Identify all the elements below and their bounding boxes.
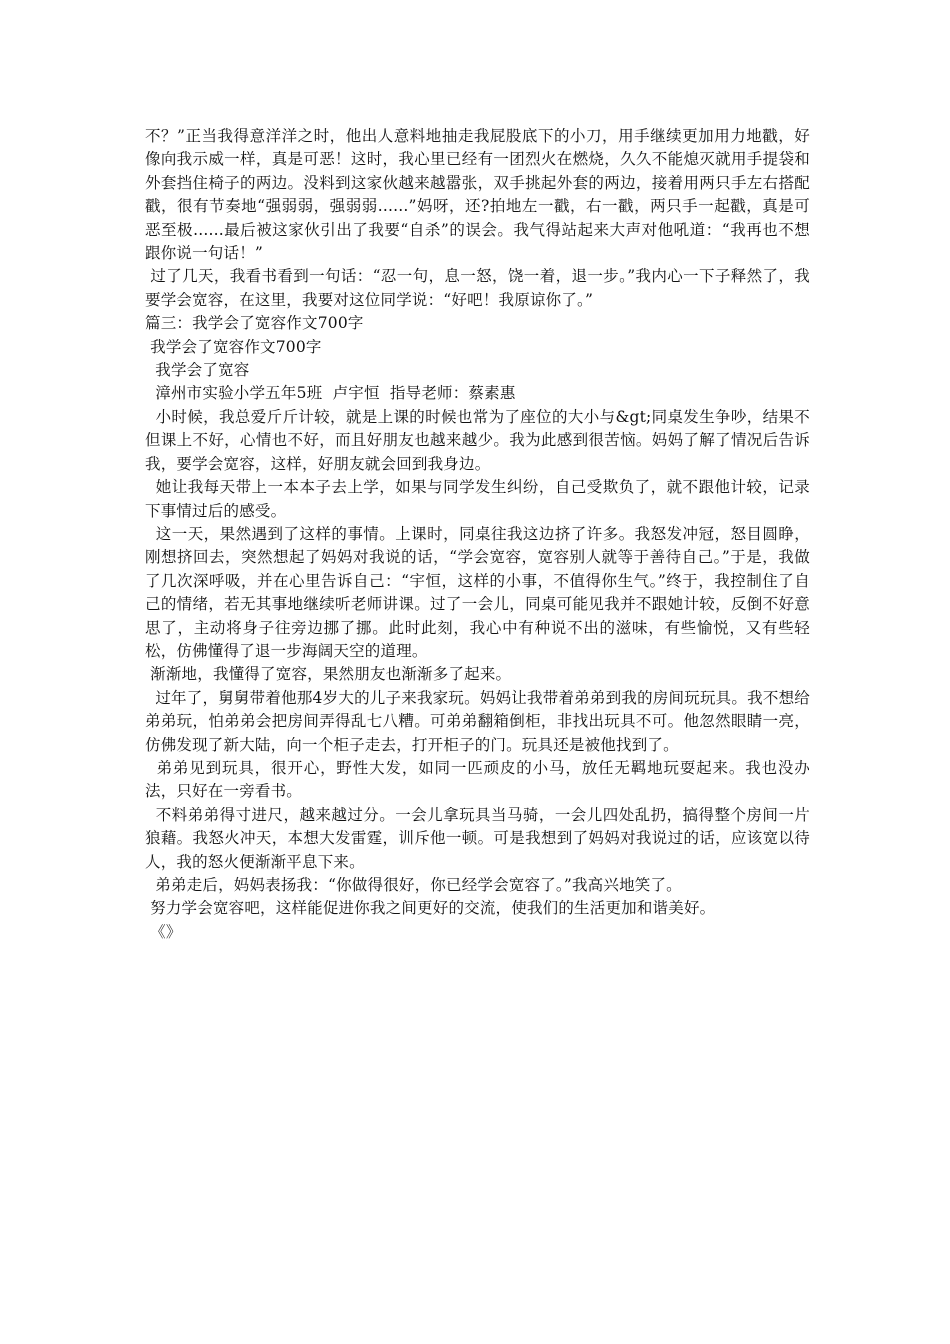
paragraph: 渐渐地，我懂得了宽容，果然朋友也渐渐多了起来。 xyxy=(145,665,512,684)
section-heading: 篇三：我学会了宽容作文700字 xyxy=(145,314,364,333)
author-line: 漳州市实验小学五年5班 卢宇恒 指导老师：蔡素惠 xyxy=(145,384,516,403)
essay-title: 我学会了宽容作文700字 xyxy=(145,337,322,356)
paragraph: 这一天，果然遇到了这样的事情。上课时，同桌往我这边挤了许多。我怒发冲冠，怒目圆睁，刚想挤回去，突然想起了妈妈对我说的话，“学会宽容，宽容别人就等于善待自己。”于是，我做了几次深呼吸，并在心里告诉自己：“宇恒，这样的小事，不值得你生气。”终于，我控制住了自己的情绪，若无其事地继续听老师讲课。过了一会儿，同桌可能见我并不跟她计较，反倒不好意思了，主动将身子往旁边挪了挪。此时此刻，我心中有种说不出的滋味，有些愉悦，又有些轻松，仿佛懂得了退一步海阔天空的道理。 xyxy=(145,524,810,660)
paragraph-forgiveness: 过了几天，我看书看到一句话：“忍一句，息一怒，饶一着，退一步。”我内心一下子释然了，我要学会宽容，在这里，我要对这位同学说：“好吧！我原谅你了。” xyxy=(145,267,810,309)
closing-brackets: 《》 xyxy=(145,922,182,941)
paragraph: 过年了，舅舅带着他那4岁大的儿子来我家玩。妈妈让我带着弟弟到我的房间玩玩具。我不想给弟弟玩，怕弟弟会把房间弄得乱七八糟。可弟弟翻箱倒柜，非找出玩具不可。他忽然眼睛一亮，仿佛发现了新大陆，向一个柜子走去，打开柜子的门。玩具还是被他找到了。 xyxy=(145,688,811,754)
paragraph: 弟弟见到玩具，很开心，野性大发，如同一匹顽皮的小马，放任无羁地玩耍起来。我也没办法，只好在一旁看书。 xyxy=(145,758,810,801)
paragraph: 努力学会宽容吧，这样能促进你我之间更好的交流，使我们的生活更加和谐美好。 xyxy=(145,899,716,918)
document-body xyxy=(145,125,810,944)
paragraph: 弟弟走后，妈妈表扬我：“你做得很好，你已经学会宽容了。”我高兴地笑了。 xyxy=(145,876,682,894)
essay-subtitle: 我学会了宽容 xyxy=(145,361,250,380)
paragraph: 不料弟弟得寸进尺，越来越过分。一会儿拿玩具当马骑，一会儿四处乱扔，搞得整个房间一片狼藉。我怒火冲天，本想大发雷霆，训斥他一顿。可是我想到了妈妈对我说过的话，应该宽以待人，我的怒火便渐渐平息下来。 xyxy=(145,805,810,871)
paragraph: 小时候，我总爱斤斤计较，就是上课的时候也常为了座位的大小与&gt;同桌发生争吵，结果不但课上不好，心情也不好，而且好朋友也越来越少。我为此感到很苦恼。妈妈了解了情况后告诉我，要学会宽容，这样，好朋友就会回到我身边。 xyxy=(145,407,810,473)
paragraph-essay-ending: 不？”正当我得意洋洋之时，他出人意料地抽走我屁股底下的小刀，用手继续更加用力地戳，好像向我示威一样，真是可恶！这时，我心里已经有一团烈火在燃烧，久久不能熄灭就用手提袋和外套挡住椅子的两边。没料到这家伙越来越嚣张，双手挑起外套的两边，接着用两只手左右搭配戳，很有节奏地“强弱弱，强弱弱......”妈呀，还?拍地左一戳，右一戳，两只手一起戳，真是可恶至极......最后被这家伙引出了我要“自杀”的误会。我气得站起来大声对他吼道：“我再也不想跟你说一句话！” xyxy=(145,127,810,263)
paragraph: 她让我每天带上一本本子去上学，如果与同学发生纠纷，自己受欺负了，就不跟他计较，记录下事情过后的感受。 xyxy=(145,478,810,520)
